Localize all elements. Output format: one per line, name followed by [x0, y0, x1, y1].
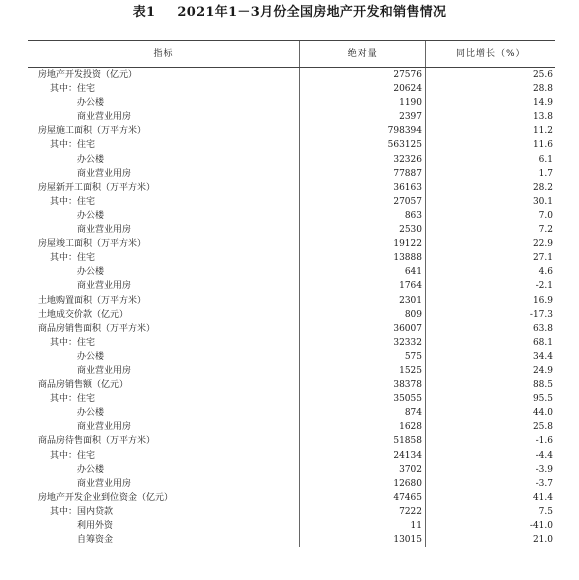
- row-yoy-growth: 28.8: [532, 84, 553, 95]
- row-absolute-value: 36007: [300, 322, 426, 336]
- table-row: [28, 392, 555, 406]
- row-yoy-growth: 68.1: [532, 337, 553, 348]
- row-yoy-growth: 11.2: [532, 126, 553, 137]
- row-indicator: 其中：住宅: [28, 392, 300, 406]
- row-absolute-value: 798394: [300, 124, 426, 138]
- row-yoy-growth: 7.0: [538, 210, 553, 221]
- row-indicator: 商业营业用房: [28, 279, 300, 293]
- table-row: [28, 279, 555, 293]
- row-absolute-value: 13888: [300, 251, 426, 265]
- row-yoy-growth: 13.8: [532, 112, 553, 123]
- row-yoy-growth: 25.8: [532, 422, 553, 433]
- table-body: [28, 68, 555, 547]
- row-absolute-value: 51858: [300, 434, 426, 448]
- row-absolute-value: 2397: [300, 110, 426, 124]
- table-number: 表1: [132, 5, 156, 20]
- row-absolute-value: 20624: [300, 82, 426, 96]
- row-indicator: 其中：住宅: [28, 336, 300, 350]
- row-absolute-value: 3702: [300, 463, 426, 477]
- row-indicator: 其中：国内贷款: [28, 505, 300, 519]
- row-yoy-growth: -3.7: [535, 478, 553, 489]
- row-indicator: 房屋新开工面积（万平方米）: [28, 181, 300, 195]
- row-indicator: 商业营业用房: [28, 420, 300, 434]
- table-row: [28, 308, 555, 322]
- row-absolute-value: 35055: [300, 392, 426, 406]
- table-row: [28, 378, 555, 392]
- row-yoy-growth: 34.4: [532, 351, 553, 362]
- row-absolute-value: 36163: [300, 181, 426, 195]
- row-absolute-value: 1764: [300, 279, 426, 293]
- header-yoy: 同比增长（%）: [455, 49, 526, 59]
- row-absolute-value: 563125: [300, 138, 426, 152]
- row-yoy-growth: 24.9: [532, 365, 553, 376]
- row-yoy-growth: 16.9: [532, 295, 553, 306]
- row-indicator: 办公楼: [28, 406, 300, 420]
- row-yoy-growth: 4.6: [538, 267, 553, 278]
- row-yoy-growth: 7.2: [538, 225, 553, 236]
- table-row: [28, 265, 555, 279]
- row-indicator: 办公楼: [28, 265, 300, 279]
- table-row: [28, 519, 555, 533]
- row-yoy-growth: 30.1: [532, 196, 553, 207]
- row-indicator: 房屋施工面积（万平方米）: [28, 124, 300, 138]
- row-indicator: 商业营业用房: [28, 223, 300, 237]
- row-yoy-growth: -17.3: [529, 309, 553, 320]
- row-absolute-value: 641: [300, 265, 426, 279]
- row-yoy-growth: 95.5: [532, 394, 553, 405]
- row-yoy-growth: -3.9: [535, 464, 553, 475]
- row-yoy-growth: 44.0: [532, 408, 553, 419]
- table-row: [28, 294, 555, 308]
- row-absolute-value: 874: [300, 406, 426, 420]
- row-indicator: 商业营业用房: [28, 477, 300, 491]
- row-absolute-value: 863: [300, 209, 426, 223]
- row-absolute-value: 1190: [300, 96, 426, 110]
- row-indicator: 房地产开发投资（亿元）: [28, 68, 300, 82]
- row-indicator: 土地成交价款（亿元）: [28, 308, 300, 322]
- row-yoy-growth: 6.1: [538, 154, 553, 165]
- table-row: [28, 251, 555, 265]
- table-row: [28, 181, 555, 195]
- table-row: [28, 167, 555, 181]
- table-row: [28, 406, 555, 420]
- row-yoy-growth: -41.0: [529, 521, 553, 531]
- row-yoy-growth: 21.0: [532, 535, 553, 546]
- row-absolute-value: 1525: [300, 364, 426, 378]
- row-indicator: 其中：住宅: [28, 195, 300, 209]
- row-indicator: 商品房待售面积（万平方米）: [28, 434, 300, 448]
- table-row: [28, 449, 555, 463]
- row-yoy-growth: 11.6: [532, 140, 553, 151]
- row-absolute-value: 47465: [300, 491, 426, 505]
- row-yoy-growth: 41.4: [532, 492, 553, 503]
- table-row: [28, 96, 555, 110]
- row-indicator: 商品房销售面积（万平方米）: [28, 322, 300, 336]
- table-row: [28, 322, 555, 336]
- table-row: [28, 153, 555, 167]
- row-absolute-value: 27057: [300, 195, 426, 209]
- row-absolute-value: 7222: [300, 505, 426, 519]
- row-yoy-growth: -2.1: [535, 281, 553, 292]
- row-indicator: 利用外资: [28, 519, 300, 533]
- table-title: [0, 5, 579, 21]
- table-row: [28, 491, 555, 505]
- header-absolute: 绝对量: [300, 41, 427, 67]
- row-indicator: 商品房销售额（亿元）: [28, 378, 300, 392]
- table-row: [28, 336, 555, 350]
- header-indicator: 指标: [28, 41, 300, 67]
- row-yoy-growth: -4.4: [535, 450, 553, 461]
- row-indicator: 办公楼: [28, 96, 300, 110]
- row-yoy-growth: 28.2: [532, 182, 553, 193]
- table-row: [28, 505, 555, 519]
- table-row: [28, 434, 555, 448]
- row-yoy-growth: 25.6: [532, 70, 553, 80]
- table-row: [28, 209, 555, 223]
- row-absolute-value: 32332: [300, 336, 426, 350]
- row-yoy-growth: 88.5: [532, 380, 553, 391]
- row-indicator: 土地购置面积（万平方米）: [28, 294, 300, 308]
- table-row: [28, 533, 555, 547]
- row-indicator: 办公楼: [28, 463, 300, 477]
- row-indicator: 房屋竣工面积（万平方米）: [28, 237, 300, 251]
- row-absolute-value: 27576: [300, 68, 426, 82]
- table-row: [28, 350, 555, 364]
- row-absolute-value: 1628: [300, 420, 426, 434]
- table-row: [28, 237, 555, 251]
- table-row: [28, 223, 555, 237]
- table-title-text: 2021年1－3月份全国房地产开发和销售情况: [177, 5, 447, 20]
- row-yoy-growth: -1.6: [535, 436, 553, 447]
- row-yoy-growth: 14.9: [532, 98, 553, 109]
- table-row: [28, 110, 555, 124]
- row-indicator: 其中：住宅: [28, 449, 300, 463]
- table-row: [28, 463, 555, 477]
- table-row: [28, 68, 555, 82]
- row-indicator: 商业营业用房: [28, 364, 300, 378]
- row-indicator: 其中：住宅: [28, 251, 300, 265]
- row-absolute-value: 38378: [300, 378, 426, 392]
- row-indicator: 其中：住宅: [28, 82, 300, 96]
- row-absolute-value: 13015: [300, 533, 426, 547]
- table-row: [28, 138, 555, 152]
- row-absolute-value: 32326: [300, 153, 426, 167]
- table-row: [28, 82, 555, 96]
- row-yoy-growth: 7.5: [538, 506, 553, 517]
- row-absolute-value: 77887: [300, 167, 426, 181]
- row-absolute-value: 11: [300, 519, 426, 533]
- table-row: [28, 477, 555, 491]
- table-row: [28, 195, 555, 209]
- row-absolute-value: 2301: [300, 294, 426, 308]
- table-row: [28, 364, 555, 378]
- table-header: [28, 41, 555, 68]
- row-indicator: 商业营业用房: [28, 167, 300, 181]
- table-row: [28, 420, 555, 434]
- row-indicator: 其中：住宅: [28, 138, 300, 152]
- row-indicator: 房地产开发企业到位资金（亿元）: [28, 491, 300, 505]
- row-yoy-growth: 27.1: [532, 253, 553, 264]
- row-indicator: 自筹资金: [28, 533, 300, 547]
- row-absolute-value: 809: [300, 308, 426, 322]
- row-absolute-value: 19122: [300, 237, 426, 251]
- row-yoy-growth: 1.7: [538, 168, 553, 179]
- row-yoy-growth: 22.9: [532, 239, 553, 250]
- table-row: [28, 124, 555, 138]
- row-absolute-value: 12680: [300, 477, 426, 491]
- row-absolute-value: 24134: [300, 449, 426, 463]
- row-indicator: 办公楼: [28, 209, 300, 223]
- row-yoy-growth: 63.8: [532, 323, 553, 334]
- statistics-table: [28, 40, 555, 547]
- row-indicator: 办公楼: [28, 153, 300, 167]
- row-absolute-value: 575: [300, 350, 426, 364]
- row-indicator: 商业营业用房: [28, 110, 300, 124]
- row-indicator: 办公楼: [28, 350, 300, 364]
- row-absolute-value: 2530: [300, 223, 426, 237]
